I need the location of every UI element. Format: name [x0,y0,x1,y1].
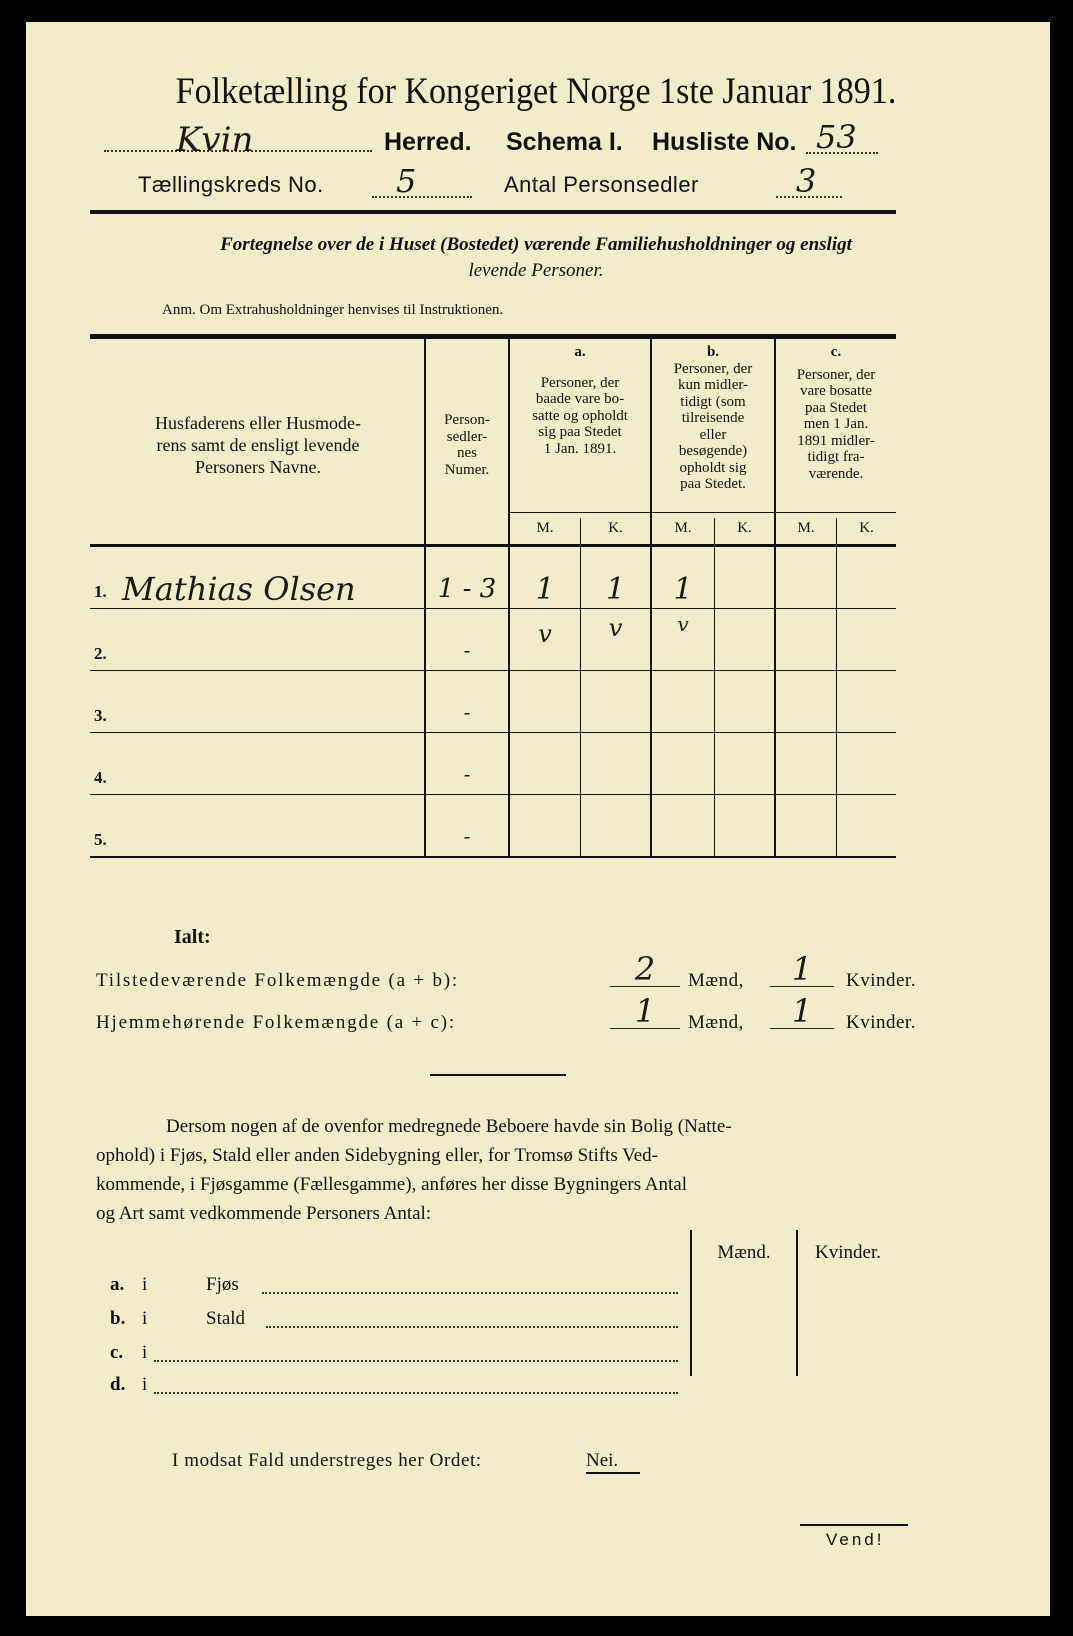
row-sedler: - [463,638,471,662]
row-a-m: 1 [535,572,555,607]
item-dotline [262,1292,678,1294]
kreds-dotline [372,196,472,198]
nei-word: Nei. [586,1450,640,1474]
tilstede-maend-value: 2 [610,952,680,987]
vline-c-mk [836,518,837,858]
a-m-label: M. [536,520,554,536]
b-m-label: M. [674,520,692,536]
header-names: Husfaderens eller Husmode- rens samt de ensligt levende Personers Navne. [155,413,361,477]
schema-label: Schema I. [506,128,623,156]
row-number: 3. [94,706,107,725]
row-a-k: 1 [605,572,626,607]
item-dotline [154,1392,678,1394]
row-name: Mathias Olsen [122,570,356,608]
row-line-4 [90,794,896,795]
item-prep: i [142,1374,148,1395]
row-a-m: v [538,620,552,648]
vline-a-mk [580,518,581,858]
mk-header-rule [508,512,896,513]
maend-label-2: Mænd, [688,1012,744,1033]
herred-value: Kvin [176,120,254,160]
husliste-label: Husliste No. [652,128,797,156]
row-sedler: - [463,700,471,724]
header-a: a. Personer, der baade vare bo- satte og opholdt sig paa Stedet 1 Jan. 1891. [532,344,628,457]
c-k-label: K. [859,520,874,536]
kreds-value: 5 [396,162,417,200]
tilstede-label: Tilstedeværende Folkemængde (a + b): [96,970,459,991]
section-divider [430,1074,566,1076]
tilstede-kvinder-value: 1 [770,952,834,987]
row-sedler: - [463,762,471,786]
kreds-label: Tællingskreds No. [138,172,324,197]
header-b: b. Personer, der kun midler- tidigt (som tilreisende eller besøgende) opholdt sig paa Stedet. [673,344,753,492]
row-number: 1. [94,582,107,601]
kvinder-label-2: Kvinder. [846,1012,916,1033]
item-prep: i [142,1274,148,1295]
row-number: 2. [94,644,107,663]
husliste-dotline [806,152,878,154]
item-letter: d. [110,1374,126,1395]
maend-label-1: Mænd, [688,970,744,991]
buildings-paragraph: Dersom nogen af de ovenfor medregnede Beboere havde sin Bolig (Natte- ophold) i Fjøs, Stald eller anden Sidebygning eller, for Tromsø Stifts Ved- kommende, i Fjøsgamme (Fællesgamme), anføres her disse Bygningers Antal og Art samt vedkommende Personers Antal: [96,1116,732,1224]
item-dotline [154,1360,678,1362]
form-title: Folketælling for Kongeriget Norge 1ste Januar 1891. [175,71,897,112]
census-form-sheet [26,22,1050,1616]
item-letter: c. [110,1342,124,1363]
maend-col-head: Mænd. [717,1242,771,1263]
header-sedler: Person- sedler- nes Numer. [444,412,490,478]
row-line-3 [90,732,896,733]
vline-b-mk [714,518,715,858]
b-k-label: K. [737,520,752,536]
husliste-value: 53 [816,118,857,156]
row-line-2 [90,670,896,671]
header-c: c. Personer, der vare bosatte paa Stedet men 1 Jan. 1891 midler- tidigt fra- værende. [796,344,876,482]
kvinder-label-1: Kvinder. [846,970,916,991]
item-letter: b. [110,1308,126,1329]
hjemme-label: Hjemmehørende Folkemængde (a + c): [96,1012,456,1033]
hjemme-kvinder-value: 1 [770,994,834,1029]
item-label: Stald [206,1308,246,1329]
row-b-m: v [677,612,689,636]
anm-note: Anm. Om Extrahusholdninger henvises til Instruktionen. [162,302,504,318]
herred-label: Herred. [384,128,472,156]
row-sedler: - [463,824,471,848]
row-a-k: v [608,614,623,642]
antal-label: Antal Personsedler [504,172,699,197]
row-number: 4. [94,768,107,787]
intro-line2: levende Personer. [468,260,604,281]
header-rule [90,210,896,214]
antal-value: 3 [796,162,817,200]
vend-rule [800,1524,908,1526]
item-prep: i [142,1342,148,1363]
hjemme-maend-value: 1 [610,994,680,1029]
a-k-label: K. [608,520,623,536]
row-number: 5. [94,830,107,849]
c-m-label: M. [797,520,815,536]
item-dotline [266,1326,678,1328]
buildings-vline-1 [690,1230,692,1376]
modsat-text: I modsat Fald understreges her Ordet: [172,1450,482,1471]
item-prep: i [142,1308,148,1329]
item-label: Fjøs [206,1274,239,1295]
row-b-m: 1 [673,572,693,607]
vend-text: Vend! [826,1530,885,1549]
row-line-1 [90,608,896,609]
ialt-label: Ialt: [174,926,211,948]
item-letter: a. [110,1274,125,1295]
row-sedler: 1 - 3 [437,574,497,604]
kvinder-col-head: Kvinder. [815,1242,881,1263]
intro-line1: Fortegnelse over de i Huset (Bostedet) værende Familiehusholdninger og ensligt [220,234,852,255]
